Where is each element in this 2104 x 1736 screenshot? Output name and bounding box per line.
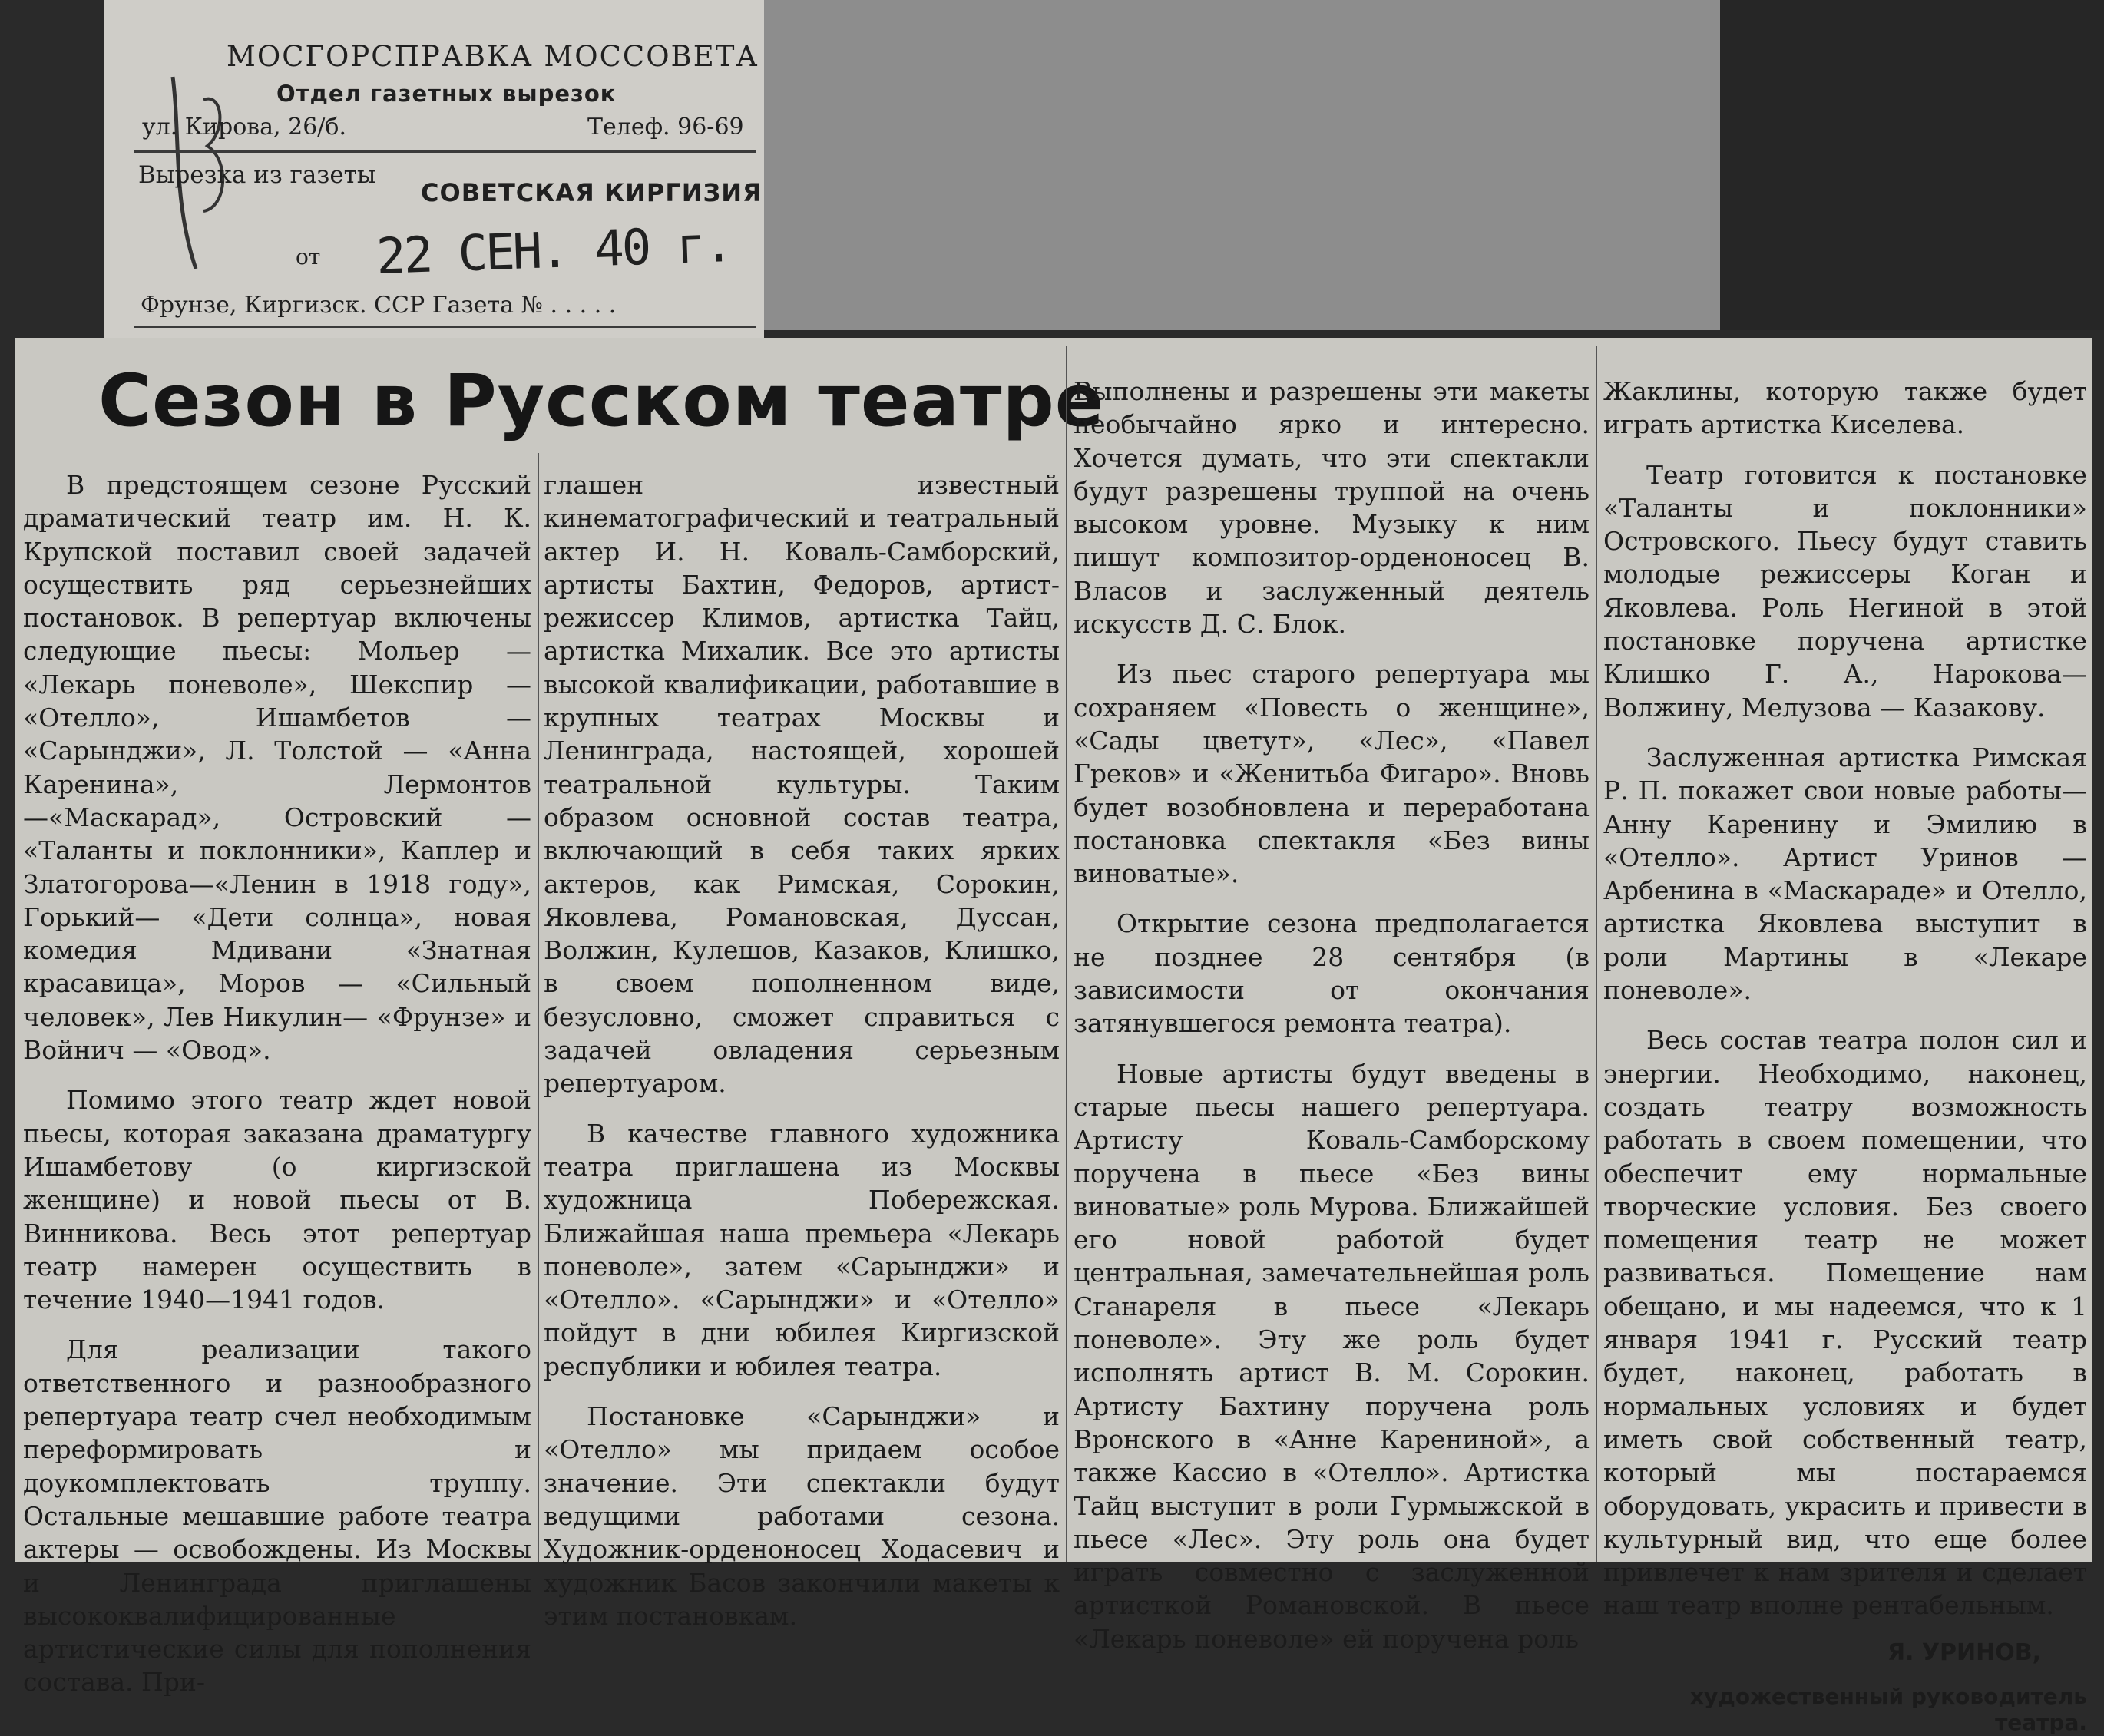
stamp-phone: Телеф. 96-69	[587, 114, 744, 141]
paragraph: глашен известный кинематографический и театральный актер И. Н. Коваль-Самборский, артисты Бахтин, Федоров, артист-режиссер Климов, артистка Тайц, артистка Михалик. Все это артисты высокой квалификации, работавшие в крупных театрах Москвы и Ленинграда, настоящей, хорошей театральной культуры. Таким образом основной состав театра, включающий в себя таких ярких актеров, как Римская, Сорокин, Яковлева, Романовская, Дуссан, Волжин, Кулешов, Казаков, Клишко, в своем пополненном виде, безусловно, сможет справиться с задачей овладения серьезным репертуаром.	[544, 470, 1060, 1099]
stamp-from-label: от	[296, 244, 321, 269]
stamp-divider	[134, 150, 756, 153]
article-title: Сезон в Русском театре	[98, 359, 1105, 443]
column-divider	[1066, 346, 1067, 1562]
paragraph: Помимо этого театр ждет новой пьесы, которая заказана драматургу Ишамбетову (о киргизской женщине) и новой пьесы от В. Винникова. Весь этот репертуар театр намерен осуществить в течение 1940—1941 годов.	[23, 1085, 531, 1315]
paragraph: Выполнены и разрешены эти макеты необычайно ярко и интересно. Хочется думать, что эти спектакли будут разрешены труппой на очень высоком уровне. Музыку к ним пишут композитор-орденоносец В. Власов и заслуженный деятель искусств Д. С. Блок.	[1074, 376, 1590, 640]
column-divider	[538, 453, 539, 1562]
paragraph: Из пьес старого репертуара мы сохраняем «Повесть о женщине», «Сады цветут», «Лес», «Павел Греков» и «Женитьба Фигаро». Вновь будет возобновлена и переработана постановка спектакля «Без вины виноватые».	[1074, 659, 1590, 889]
stamp-date: 22 СЕН. 40 г.	[375, 216, 733, 286]
background-scan-area	[722, 0, 1720, 330]
stamp-address: ул. Кирова, 26/б.	[142, 114, 346, 141]
article-column-4	[1603, 338, 2087, 1735]
clipping-service-stamp	[104, 0, 764, 338]
paragraph: В предстоящем сезоне Русский драматический театр им. Н. К. Крупской поставил своей задачей осуществить ряд серьезнейших постановок. В репертуар включены следующие пьесы: Мольер — «Лекарь поневоле», Шекспир — «Отелло», Ишамбетов — «Сарынджи», Л. Толстой — «Анна Каренина», Лермонтов—«Маскарад», Островский — «Таланты и поклонники», Каплер и Златогорова—«Ленин в 1918 году», Горький— «Дети солнца», новая комедия Мдивани «Знатная красавица», Моров — «Сильный человек», Лев Никулин— «Фрунзе» и Войнич — «Овод».	[23, 470, 531, 1066]
paragraph: Постановке «Сарынджи» и «Отелло» мы придаем особое значение. Эти спектакли будут ведущими работами сезона. Художник-орденоносец Ходасевич и художник Басов закончили макеты к этим постановкам.	[544, 1401, 1060, 1631]
author-signature: Я. УРИНОВ,	[1887, 1638, 2041, 1666]
paragraph: Весь состав театра полон сил и энергии. Необходимо, наконец, создать театру возможность работать в своем помещении, что обеспечит ему нормальные творческие условия. Без своего помещения театр не может развиваться. Помещение нам обещано, и мы надеемся, что к 1 января 1941 г. Русский театр будет, наконец, работать в нормальных условиях и будет иметь свой собственный театр, который мы постараемся оборудовать, украсить и привести в культурный вид, что еще более привлечет к нам зрителя и сделает наш театр вполне рентабельным.	[1603, 1025, 2087, 1621]
stamp-city-line: Фрунзе, Киргизск. ССР Газета № . . . . .	[141, 292, 617, 319]
paragraph: Театр готовится к постановке «Таланты и поклонники» Островского. Пьесу будут ставить молодые режиссеры Коган и Яковлева. Роль Негиной в этой постановке поручена артистке Клишко Г. А., Нарокова— Волжину, Мелузова — Казакову.	[1603, 459, 2087, 723]
article-column-2	[544, 338, 1060, 1631]
article-column-3	[1074, 338, 1590, 1654]
newspaper-article	[15, 338, 2092, 1735]
background-dark-area	[1720, 0, 2104, 330]
column-divider	[1596, 346, 1597, 1562]
author-role: художественный руководитель театра.	[1689, 1683, 2087, 1735]
paragraph: Открытие сезона предполагается не позднее 28 сентября (в зависимости от окончания затянувшегося ремонта театра).	[1074, 908, 1590, 1039]
stamp-newspaper: СОВЕТСКАЯ КИРГИЗИЯ	[421, 178, 763, 207]
paragraph: Жаклины, которую также будет играть артистка Киселева.	[1603, 376, 2087, 440]
stamp-org: МОСГОРСПРАВКА МОССОВЕТА	[227, 40, 759, 73]
stamp-bottom-rule	[134, 326, 756, 328]
article-column-1	[23, 338, 531, 1698]
stamp-dept: Отдел газетных вырезок	[276, 81, 617, 107]
paragraph: Новые артисты будут введены в старые пьесы нашего репертуара. Артисту Коваль-Самборскому поручена в пьесе «Без вины виноватые» роль Мурова. Ближайшей его новой работой будет центральная, замечательнейшая роль Сганареля в пьесе «Лекарь поневоле». Эту же роль будет исполнять артист В. М. Сорокин. Артисту Бахтину поручена роль Вронского в «Анне Карениной», а также Кассио в «Отелло». Артистка Тайц выступит в роли Гурмыжской в пьесе «Лес». Эту роль она будет играть совместно с заслуженной артисткой Романовской. В пьесе «Лекарь поневоле» ей поручена роль	[1074, 1058, 1590, 1654]
paragraph: В качестве главного художника театра приглашена из Москвы художница Побережская. Ближайшая наша премьера «Лекарь поневоле», затем «Сарынджи» и «Отелло». «Сарынджи» и «Отелло» пойдут в дни юбилея Киргизской республики и юбилея театра.	[544, 1118, 1060, 1381]
stamp-cut-from: Вырезка из газеты	[138, 161, 376, 189]
paragraph: Заслуженная артистка Римская Р. П. покажет свои новые работы— Анну Каренину и Эмилию в «Отелло». Артист Уринов — Арбенина в «Маскараде» и Отелло, артистка Яковлева выступит в роли Мартины в «Лекаре поневоле».	[1603, 742, 2087, 1006]
paragraph: Для реализации такого ответственного и разнообразного репертуара театр счел необходимым переформировать и доукомплектовать труппу. Остальные мешавшие работе театра актеры — освобождены. Из Москвы и Ленинграда приглашены высококвалифицированные артистические силы для пополнения состава. При-	[23, 1334, 531, 1698]
